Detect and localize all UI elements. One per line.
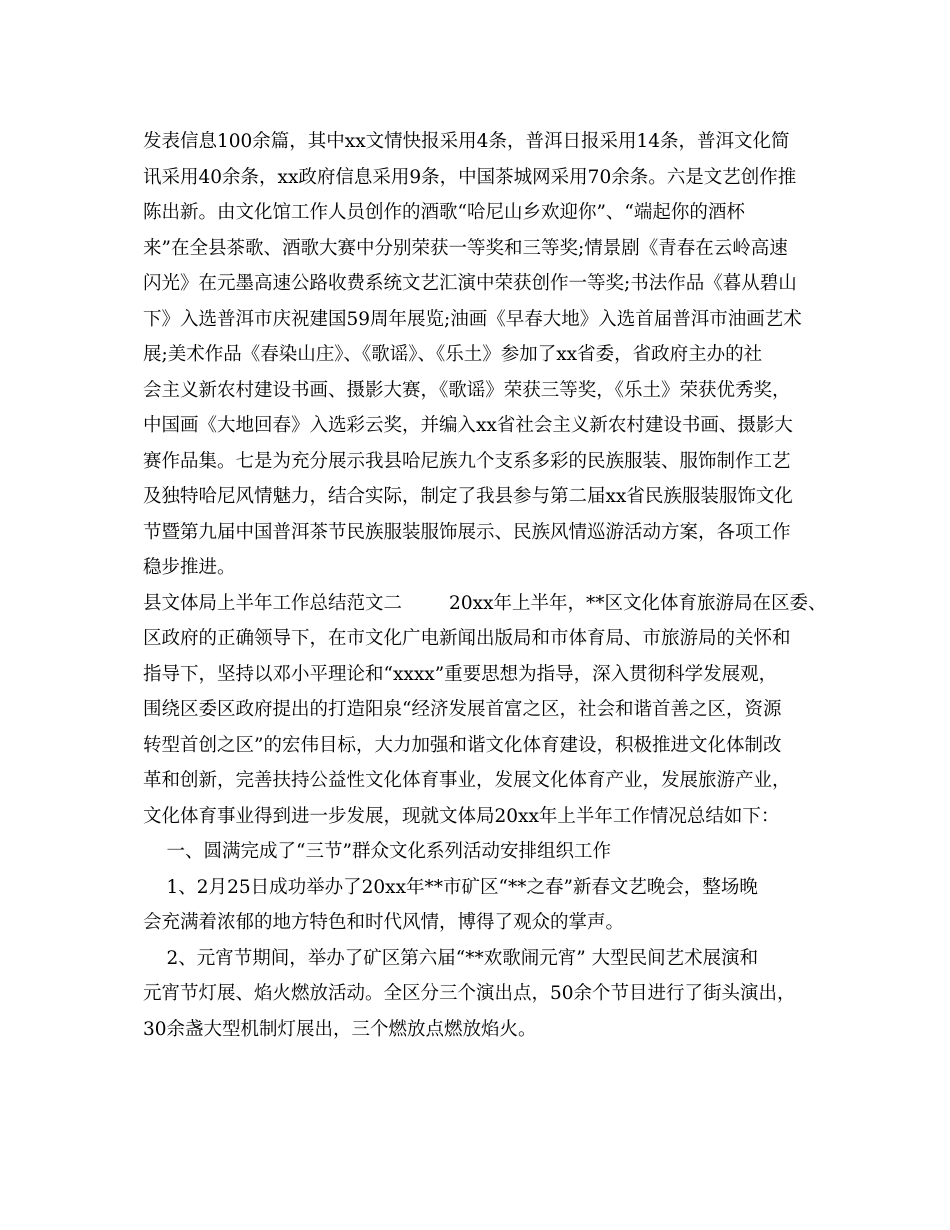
text-line: 元宵节灯展、焰火燃放活动。全区分三个演出点，50余个节目进行了街头演出， bbox=[143, 983, 796, 1004]
text-line: 2、元宵节期间，举办了矿区第六届“**欢歌闹元宵” 大型民间艺术展演和 bbox=[143, 948, 759, 969]
text-line: 展;美术作品《春染山庄》、《歌谣》、《乐土》参加了xx省委，省政府主办的社 bbox=[143, 344, 763, 365]
text-line: 稳步推进。 bbox=[143, 557, 236, 578]
text-line: 会充满着浓郁的地方特色和时代风情，博得了观众的掌声。 bbox=[143, 912, 625, 933]
text-line: 1、2月25日成功举办了20xx年**市矿区“**之春”新春文艺晚会，整场晚 bbox=[143, 877, 758, 898]
section-heading-line: 县文体局上半年工作总结范文二 20xx年上半年，**区文化体育旅游局在区委、 bbox=[143, 593, 827, 614]
text-line: 赛作品集。七是为充分展示我县哈尼族九个支系多彩的民族服装、服饰制作工艺 bbox=[143, 451, 791, 472]
text-line: 围绕区委区政府提出的打造阳泉“经济发展首富之区，社会和谐首善之区，资源 bbox=[143, 699, 782, 720]
text-line: 闪光》在元墨高速公路收费系统文艺汇演中荣获创作一等奖;书法作品《暮从碧山 bbox=[143, 273, 797, 294]
text-line: 会主义新农村建设书画、摄影大赛，《歌谣》荣获三等奖，《乐土》荣获优秀奖， bbox=[143, 380, 791, 401]
text-line: 节暨第九届中国普洱茶节民族服装服饰展示、民族风情巡游活动方案，各项工作 bbox=[143, 522, 791, 543]
text-line: 文化体育事业得到进一步发展，现就文体局20xx年上半年工作情况总结如下： bbox=[143, 806, 780, 827]
text-line: 区政府的正确领导下，在市文化广电新闻出版局和市体育局、市旅游局的关怀和 bbox=[143, 628, 791, 649]
text-line: 30余盏大型机制灯展出，三个燃放点燃放焰火。 bbox=[143, 1019, 537, 1040]
text-line: 讯采用40余条，xx政府信息采用9条，中国茶城网采用70余条。六是文艺创作推 bbox=[143, 167, 797, 188]
text-line: 陈出新。由文化馆工作人员创作的酒歌“哈尼山乡欢迎你”、“端起你的酒杯 bbox=[143, 202, 745, 223]
text-line: 转型首创之区”的宏伟目标，大力加强和谐文化体育建设，积极推进文化体制改 bbox=[143, 735, 782, 756]
text-line: 及独特哈尼风情魅力，结合实际，制定了我县参与第二届xx省民族服装服饰文化 bbox=[143, 486, 793, 507]
text-line: 发表信息100余篇，其中xx文情快报采用4条，普洱日报采用14条，普洱文化简 bbox=[143, 131, 790, 152]
text-line: 下》入选普洱市庆祝建国59周年展览;油画《早春大地》入选首届普洱市油画艺术 bbox=[143, 309, 802, 330]
text-line: 来”在全县茶歌、酒歌大赛中分别荣获一等奖和三等奖;情景剧《青春在云岭高速 bbox=[143, 238, 788, 259]
text-line: 革和创新，完善扶持公益性文化体育事业，发展文化体育产业，发展旅游产业， bbox=[143, 770, 791, 791]
text-line: 指导下，坚持以邓小平理论和“xxxx”重要思想为指导，深入贯彻科学发展观， bbox=[143, 664, 778, 685]
subheading-line: 一、圆满完成了“三节”群众文化系列活动安排组织工作 bbox=[143, 841, 611, 862]
text-line: 中国画《大地回春》入选彩云奖，并编入xx省社会主义新农村建设书画、摄影大 bbox=[143, 415, 793, 436]
